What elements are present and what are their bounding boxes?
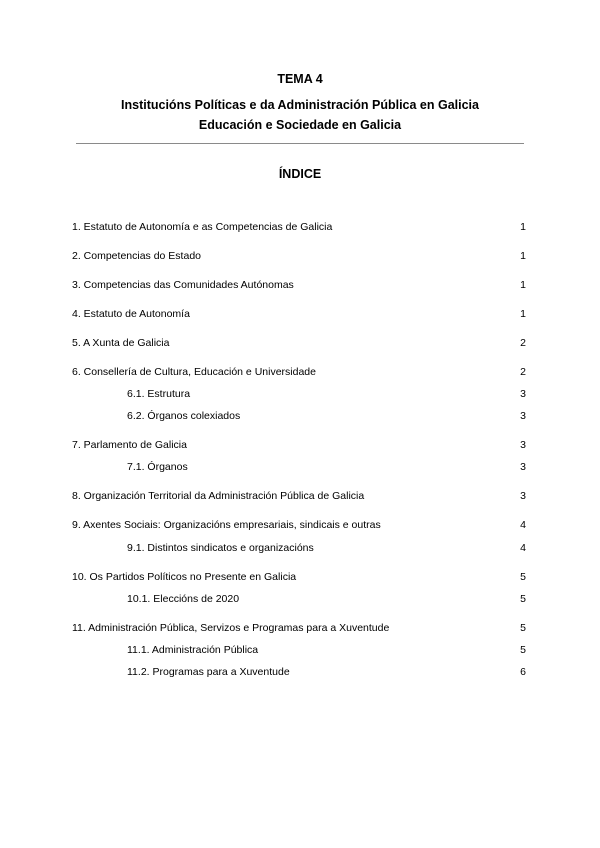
toc-entry-page: 5: [520, 622, 526, 634]
toc-entry-page: 3: [520, 461, 526, 473]
toc-entry-label: 4. Estatuto de Autonomía: [72, 308, 190, 320]
toc-entry[interactable]: [0, 337, 600, 351]
toc-entry-page: 6: [520, 666, 526, 678]
toc-entry[interactable]: [0, 571, 600, 585]
toc-entry-label: 6. Consellería de Cultura, Educación e Universidade: [72, 366, 316, 378]
toc-entry-page: 2: [520, 366, 526, 378]
toc-entry[interactable]: [0, 439, 600, 453]
toc-subentry[interactable]: [0, 593, 600, 607]
toc-subentry[interactable]: [0, 666, 600, 680]
document-subtitle: Educación e Sociedade en Galicia: [198, 118, 402, 132]
toc-entry-label: 8. Organización Territorial da Administración Pública de Galicia: [72, 490, 365, 502]
toc-entry[interactable]: [0, 221, 600, 235]
toc-entry-page: 3: [520, 439, 526, 451]
toc-entry-page: 1: [520, 221, 526, 233]
toc-entry-label: 11.1. Administración Pública: [127, 644, 259, 656]
toc-entry-label: 2. Competencias do Estado: [72, 250, 201, 262]
toc-entry[interactable]: [0, 490, 600, 504]
toc-entry-page: 3: [520, 388, 526, 400]
index-heading: ÍNDICE: [278, 167, 322, 181]
toc-entry-label: 7.1. Órganos: [127, 461, 188, 473]
toc-entry-page: 3: [520, 410, 526, 422]
toc-entry-page: 5: [520, 593, 526, 605]
toc-entry-label: 1. Estatuto de Autonomía e as Competencias de Galicia: [72, 221, 333, 233]
toc-entry-page: 4: [520, 542, 526, 554]
toc-entry-label: 10.1. Eleccións de 2020: [127, 593, 240, 605]
toc-entry-page: 5: [520, 571, 526, 583]
toc-entry-label: 6.2. Órganos colexiados: [127, 410, 241, 422]
toc-entry[interactable]: [0, 622, 600, 636]
toc-entry[interactable]: [0, 250, 600, 264]
toc-entry-page: 1: [520, 250, 526, 262]
toc-entry-page: 4: [520, 519, 526, 531]
toc-entry-label: 10. Os Partidos Políticos no Presente en Galicia: [72, 571, 297, 583]
toc-entry-label: 5. A Xunta de Galicia: [72, 337, 170, 349]
toc-subentry[interactable]: [0, 644, 600, 658]
toc-entry-label: 3. Competencias das Comunidades Autónomas: [72, 279, 294, 291]
toc-entry[interactable]: [0, 519, 600, 533]
toc-entry-label: 6.1. Estrutura: [127, 388, 191, 400]
toc-entry-label: 9. Axentes Sociais: Organizacións empresariais, sindicais e outras: [72, 519, 381, 531]
toc-entry-page: 5: [520, 644, 526, 656]
toc-entry-page: 1: [520, 308, 526, 320]
toc-entry-page: 2: [520, 337, 526, 349]
topic-number: TEMA 4: [277, 72, 323, 86]
toc-subentry[interactable]: [0, 542, 600, 556]
toc-entry[interactable]: [0, 366, 600, 380]
document-title: Institucións Políticas e da Administración Pública en Galicia: [121, 98, 479, 112]
toc-entry-label: 11. Administración Pública, Servizos e Programas para a Xuventude: [72, 622, 390, 634]
toc-entry[interactable]: [0, 279, 600, 293]
toc-subentry[interactable]: [0, 388, 600, 402]
toc-entry-label: 9.1. Distintos sindicatos e organizacións: [127, 542, 314, 554]
toc-entry-page: 3: [520, 490, 526, 502]
toc-entry[interactable]: [0, 308, 600, 322]
toc-subentry[interactable]: [0, 410, 600, 424]
toc-subentry[interactable]: [0, 461, 600, 475]
toc-entry-label: 11.2. Programas para a Xuventude: [127, 666, 290, 678]
toc-entry-label: 7. Parlamento de Galicia: [72, 439, 187, 451]
toc-entry-page: 1: [520, 279, 526, 291]
